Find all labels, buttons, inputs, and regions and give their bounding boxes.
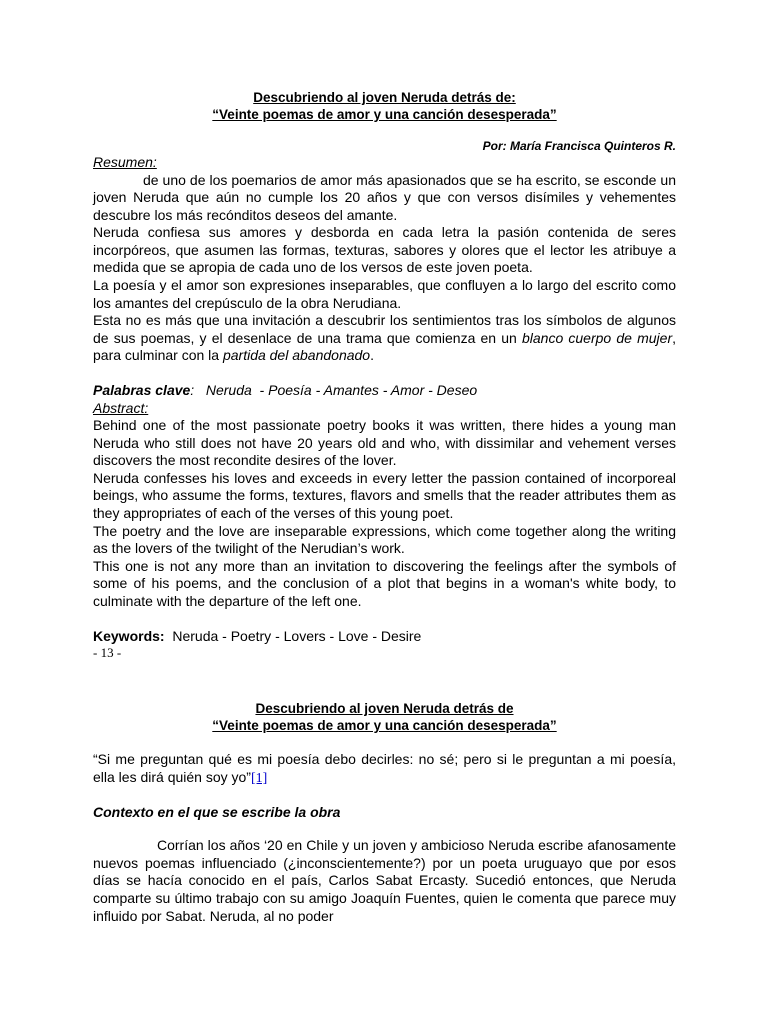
keywords-values: Neruda - Poetry - Lovers - Love - Desire [164,627,422,644]
resumen-p4-text-a: Esta no es más que una invitación a descubrir los sentimientos tras los símbolos de algunos de sus poemas, y el desenlace de una trama que comienza en un [93,312,676,346]
palabras-clave-label: Palabras clave [93,382,191,399]
resumen-p4-italic-b: partida del abandonado [222,347,371,364]
resumen-paragraph-1 [93,172,676,225]
abstract-heading: Abstract: [93,399,149,416]
document-page [93,0,676,925]
resumen-p4-text-b: , para culminar con la [93,329,676,364]
epigraph-quote-text: “Si me preguntan qué es mi poesía debo decirles: no sé; pero si le preguntan a mi poesía, ella les dirá quién soy yo” [93,751,676,785]
resumen-paragraph-4 [93,312,676,365]
abstract-paragraph-2: Neruda confesses his loves and exceeds in every letter the passion contained of incorporeal beings, who assume the forms, textures, flavors and smells that the reader attributes them as they appropriates of each of the verses of this young poet. [93,469,676,521]
resumen-p4-text-c: . [370,347,374,364]
keywords-label: Keywords: [93,627,165,644]
section-title-line2: “Veinte poemas de amor y una canción desesperada” [212,718,557,734]
palabras-clave-line [93,382,676,400]
resumen-paragraph-3: La poesía y el amor son expresiones inseparables, que confluyen a lo largo del escrito como los amantes del crepúsculo de la obra Nerudiana. [93,277,676,311]
keywords-line [93,628,676,646]
resumen-paragraph-2: Neruda confiesa sus amores y desborda en cada letra la pasión contenida de seres incorpóreos, que asumen las formas, texturas, sabores y olores que el lector les atribuye a medida que se apropia de cada uno de los versos de este joven poeta. [93,224,676,276]
resumen-p4-italic-a: blanco cuerpo de mujer [521,329,673,346]
document-title-line2: “Veinte poemas de amor y una canción desesperada” [212,107,557,122]
abstract-paragraph-4: This one is not any more than an invitation to discovering the feelings after the symbols of some of his poems, and the conclusion of a plot that begins in a woman's white body, to culminate with the departure of the left one. [93,557,676,609]
section-title-line1: Descubriendo al joven Neruda detrás de [255,701,514,717]
context-heading: Contexto en el que se escribe la obra [93,804,341,821]
author-byline: Por: María Francisca Quinteros R. [482,139,676,153]
epigraph-quote [93,751,676,787]
palabras-clave-values: : Neruda - Poesía - Amantes - Amor - Deseo [190,382,478,399]
context-paragraph-1-text: Corrían los años ‘20 en Chile y un joven y ambicioso Neruda escribe afanosamente nuevos poemas influenciado (¿inconscientemente?) por un poeta uruguayo que por esos días se hacía conocido en el país, Carlos Sabat Ercasty. Sucedió entonces, que Neruda comparte su último trabajo con su amigo Joaquín Fuentes, quien le comenta que parece muy influido por Sabat. Neruda, al no poder [93,837,676,924]
page-number: - 13 - [93,645,122,661]
footnote-link[interactable]: [1] [250,770,268,786]
context-paragraph-1 [93,837,676,925]
resumen-paragraph-1-text: de uno de los poemarios de amor más apasionados que se ha escrito, se esconde un joven Neruda que aún no cumple los 20 años y que con versos disímiles y vehementes descubre los más recónditos deseos del amante. [93,171,676,223]
resumen-heading: Resumen: [93,154,157,170]
abstract-paragraph-3: The poetry and the love are inseparable expressions, which come together along the writing as the lovers of the twilight of the Nerudian’s work. [93,522,676,557]
document-title-line1: Descubriendo al joven Neruda detrás de: [253,90,516,105]
abstract-paragraph-1: Behind one of the most passionate poetry books it was written, there hides a young man Neruda who still does not have 20 years old and who, with dissimilar and vehement verses discovers the most recondite desires of the lover. [93,417,676,469]
